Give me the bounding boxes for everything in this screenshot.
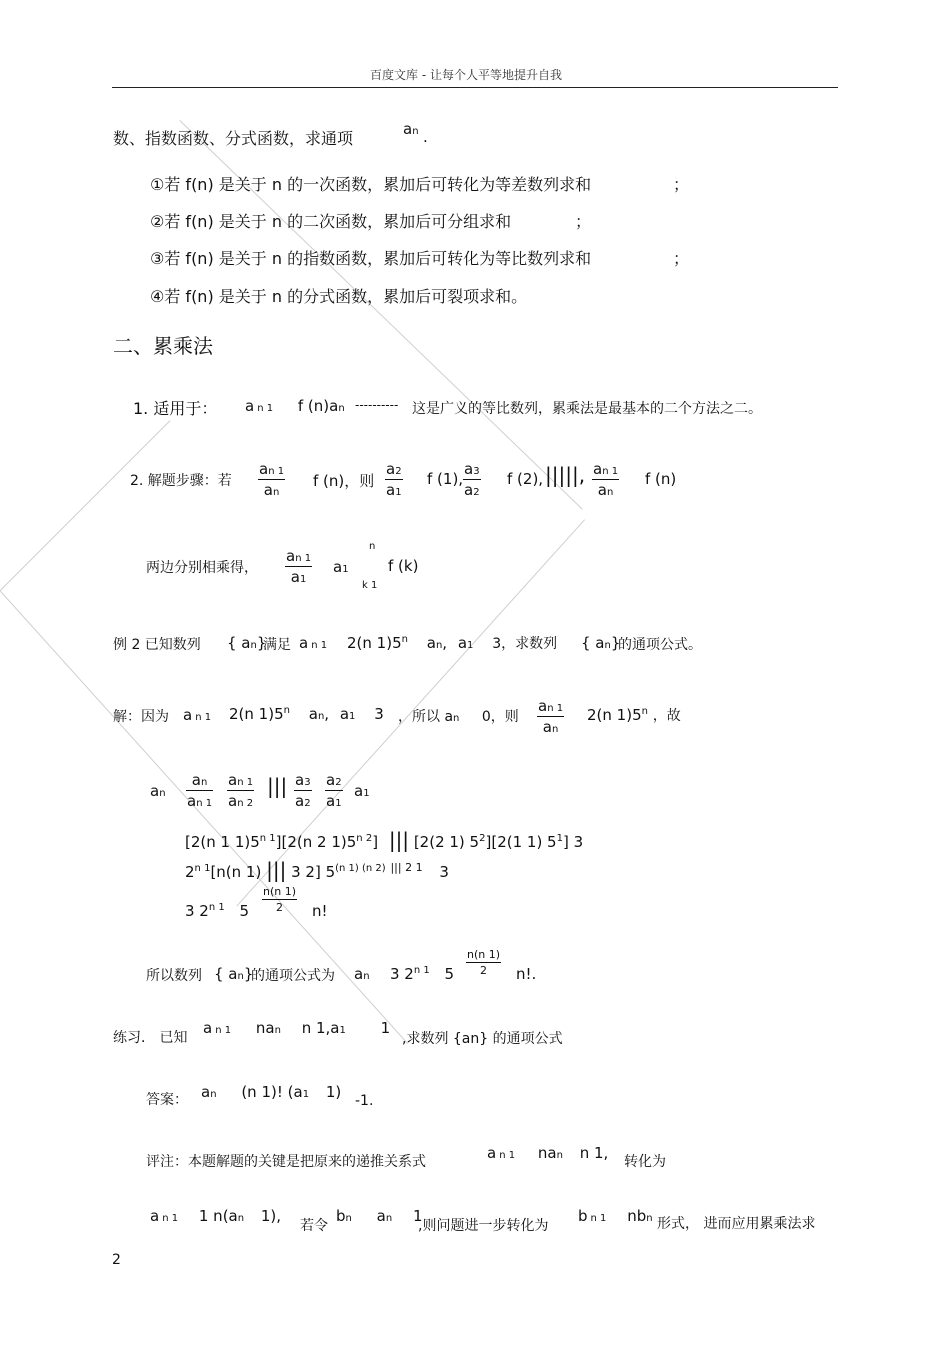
lastline-b2: bn 1 nbn [578,1207,653,1225]
conclusion-an: an [354,965,370,983]
fraction-an1-over-an-2: an 1 an [593,460,619,499]
answer-expr: an (n 1)! (a1 1) [201,1083,342,1101]
solution-rhs: 2(n 1)5$^n$ ，故 [587,706,681,724]
conclusion-mid: 的通项公式为 [251,968,335,984]
fraction-an1-over-an2: an 1 an 2 [228,771,254,810]
item2-f1: f (n)，则 [313,472,375,490]
section-title: 二、累乘法 [113,334,213,358]
comment-label: 评注：本题解题的关键是把原来的递推关系式 [146,1154,426,1170]
answer-label: 答案： [146,1092,188,1108]
solution-l1-dots: ||| [267,774,288,798]
item1-dashes: ---------- [355,398,399,412]
item2-f2: f (1), [427,470,464,488]
case-item-end: ； [575,212,592,231]
case-item: ④若 f(n) 是关于 n 的分式函数，累加后可裂项求和。 [150,287,528,306]
case-item-end: ； [673,175,690,194]
comment-expr: an 1 nan n 1, [487,1144,609,1162]
header-rule [112,87,838,88]
example2-rel: 2(n 1)5$^n$ an, a1 3，求数列 [347,634,558,652]
fraction-exponent-conclusion: n(n 1) 2 [467,948,501,977]
fraction-an1-over-an-3: an 1 an [538,697,564,736]
case-item-end: ； [673,249,690,268]
solution-line4: 3 $2^{n 1}$ 5 [185,902,250,920]
conclusion-seq: { an} [214,965,254,983]
fraction-a3-over-a2-2: a3 a2 [295,771,311,810]
intro-line [113,126,353,149]
solution-line3: $2^{n 1}[n(n$ 1) ||| 3 2] $5^{(n 1) (n 2)}$ $^{||| 2 1}$ 3 [185,858,449,882]
intro-end: . [423,128,428,146]
example2-cond: 满足 [263,637,291,653]
conclusion-expr: 3 $2^{n 1}$ 5 [390,965,455,983]
solution-rel: 2(n 1)5$^n$ an, a1 3 [229,705,384,723]
item2-both-sides: 两边分别相乘得， [146,560,258,576]
watermark-line [0,420,170,590]
page-header: 百度文库 - 让每个人平等地提升自我 [370,68,562,82]
lastline-t2: ,则问题进一步转化为 [418,1218,549,1234]
intro-an: an [403,120,419,138]
prod-bottom: k 1 [362,580,378,591]
lastline-b: bn an 1 [336,1207,423,1225]
conclusion-label: 所以数列 [146,968,202,984]
item2-f3: f (2), [507,470,544,488]
watermark-line [0,590,408,1044]
item2-label: 2. 解题步骤：若 [130,473,232,489]
example2-seq-2: { an} [581,634,621,652]
lastline-t1: 若令 [300,1218,328,1234]
fraction-a2-over-a1-2: a2 a1 [326,771,342,810]
prod-top: n [369,541,376,552]
fraction-a2-over-a1: a2 a1 [386,460,402,499]
fraction-an1-over-a1: an 1 a1 [286,547,312,586]
practice-tail: ,求数列 {an} 的通项公式 [402,1031,563,1047]
intro-text: 数、指数函数、分式函数，求通项 [113,129,354,148]
item2-dots: |||||, [545,463,586,487]
practice-label: 练习． 已知 [113,1030,188,1046]
solution-l1-an: an [150,782,166,800]
solution-an1: an 1 [183,706,212,724]
solution-l1-a1: a1 [354,782,370,800]
page-number: 2 [112,1252,121,1268]
comment-tail: 转化为 [624,1154,666,1170]
answer-tail: -1. [355,1093,374,1109]
case-item: ①若 f(n) 是关于 n 的一次函数，累加后可转化为等差数列求和 [150,175,592,194]
prod-f: f (k) [388,557,419,575]
solution-line4-nfact: n! [312,902,328,920]
case-item: ②若 f(n) 是关于 n 的二次函数，累加后可分组求和 [150,212,512,231]
fraction-a3-over-a2: a3 a2 [464,460,480,499]
solution-mid: ，所以 an 0，则 [398,709,519,725]
example2-goal: 的通项公式。 [618,637,702,653]
solution-label: 解：因为 [113,709,169,725]
fraction-exponent-line4: n(n 1) 2 [263,885,297,914]
example2-seq: { an} [227,634,267,652]
prod-a1: a1 [333,558,349,576]
item1-label: 1. 适用于： [133,399,218,418]
practice-expr: an 1 nan n 1,a1 1 [203,1019,391,1037]
example2-label: 例 2 已知数列 [113,637,201,653]
lastline-t3: 形式， 进而应用累乘法求 [657,1216,816,1232]
fraction-an1-over-an: an 1 an [259,460,285,499]
conclusion-end: n!. [516,965,537,983]
example2-an1: an 1 [299,634,328,652]
item2-f4: f (n) [645,470,677,488]
case-item: ③若 f(n) 是关于 n 的指数函数，累加后可转化为等比数列求和 [150,249,592,268]
solution-line2: [2(n 1 $1)5^{n 1}][2(n$ 2 $1)5^{n 2}$] ||| [2(2 1) $5^2][2(1$ 1) $5^1$] 3 [185,828,584,852]
item1-note: 这是广义的等比数列，累乘法是最基本的二个方法之二。 [412,401,762,417]
item1-formula: an 1 f (n)an [245,397,345,415]
lastline-expr: an 1 1 n(an 1), [150,1207,282,1225]
fraction-an-over-an1: an an 1 [187,771,213,810]
